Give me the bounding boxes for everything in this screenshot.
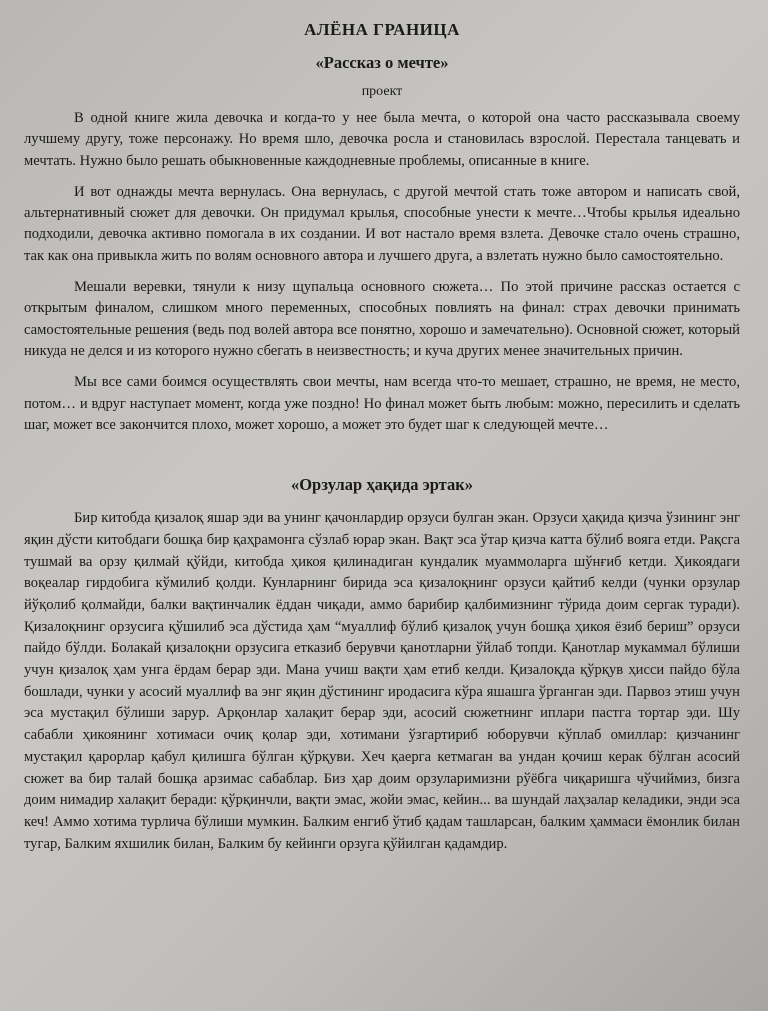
paragraph-uz: Бир китобда қизалоқ яшар эди ва унинг қачонлардир орзуси булган экан. Орзуси ҳақида қизча ўзининг энг яқин дўсти китобдаги бошқа бир қаҳрамонга сўзлаб юрар экан. Вақт эса ўтар қизча катта бўлиб вояга етди. Рақсга тушмай ва орзу қилмай қўйди, китобда ҳикоя қилинадиган кундалик муаммоларга шўнғиб кетди. Ҳикоядаги воқеалар гирдобига кўмилиб қолди. Кунларнинг бирида эса қизалоқнинг орзуси қайтиб келди (чунки орзулар йўқолиб қолмайди, балки вақтинчалик ёддан чиқади, аммо барибир қалбимизнинг тўрида доим сергак туради). Қизалоқнинг орзусига қўшилиб эса дўстида ҳам “муаллиф бўлиб қизалоқ учун бошқа ҳикоя ёзиб бериш” орзуси пайдо бўлди. Болакай қизалоқни орзусига етказиб берувчи қанотларни ўйлаб топди. Қанотлар мукаммал бўлиши учун қизалоқ ҳам унга ёрдам берар эди. Мана учиш вақти ҳам етиб келди. Қизалоқда қўрқув ҳисси пайдо бўла бошлади, чунки у асосий муаллиф ва энг яқин дўстининг иродасига кўра яшашга ўрганган эди. Парвоз этиш учун эса мустақил бўлиши зарур. Арқонлар халақит берар эди, асосий сюжетнинг иплари пастга тортар эди. Шу сабабли ҳикоянинг хотимаси очиқ қолар эди, хотимани ўзгартириб юборувчи кўплаб омиллар: қизчанинг мустақил қарорлар қабул қилишга бўлган қўрқуви. Хеч қаерга кетмаган ва ундан қочиш керак бўлган асосий сюжет ва бир талай бошқа арзимас сабаблар. Биз ҳар доим орзуларимизни рўёбга чиқаришга чўчиймиз, бизга доим нимадир халақит беради: қўрқинчли, вақти эмас, жойи эмас, кейин... ва шундай лаҳзалар келадики, энди эса кеч! Аммо хотима турлича бўлиши мумкин. Балким енгиб ўтиб қадам ташларсан, балким ҳаммаси ёмонлик билан тугар, Балким яхшилик билан, Балким бу кейинги орзуга қўйилган қадамдир. — [24, 510, 740, 852]
paragraph-ru-1: В одной книге жила девочка и когда-то у нее была мечта, о которой она часто рассказывала своему лучшему другу, тоже персонажу. Но время шло, девочка росла и становилась взрослой. Перестала танцевать и мечтать. Нужно было решать обыкновенные каждодневные проблемы, описанные в книге. — [24, 110, 740, 169]
story-subtitle-ru: проект — [361, 84, 403, 99]
story-title-ru: «Рассказ о мечте» — [315, 53, 449, 72]
section-gap — [24, 436, 740, 474]
story-title-uz: «Орзулар ҳақида эртак» — [290, 475, 474, 495]
author-name: АЛЁНА ГРАНИЦА — [304, 20, 460, 39]
paragraph-ru-3: Мешали веревки, тянули к низу щупальца основного сюжета… По этой причине рассказ остается с открытым финалом, слишком много переменных, способных повлиять на финал: страх девочки принимать самостоятельные решения (ведь под волей автора все понятно, хорошо и замечательно). Основной сюжет, который никуда не делся и из которого нужно сбегать в неизвестность; и куча других менее значительных причин. — [24, 279, 740, 359]
paragraph-ru-2: И вот однажды мечта вернулась. Она вернулась, с другой мечтой стать тоже автором и написать свой, альтернативный сюжет для девочки. Он придумал крылья, способные унести к мечте…Чтобы крылья идеально подходили, девочка активно помогала в их создании. И вот настало время взлета. Девочке стало очень страшно, так как она привыкла жить по волям основного автора и лучшего друга, а взлетать нужно было самостоятельно. — [24, 183, 740, 264]
paragraph-ru-4: Мы все сами боимся осуществлять свои мечты, нам всегда что-то мешает, страшно, не время, не место, потом… и вдруг наступает момент, когда уже поздно! Но финал может быть любым: можно, пересилить и сделать шаг, может все закончится плохо, может хорошо, а может это будет шаг к следующей мечте… — [24, 374, 740, 433]
